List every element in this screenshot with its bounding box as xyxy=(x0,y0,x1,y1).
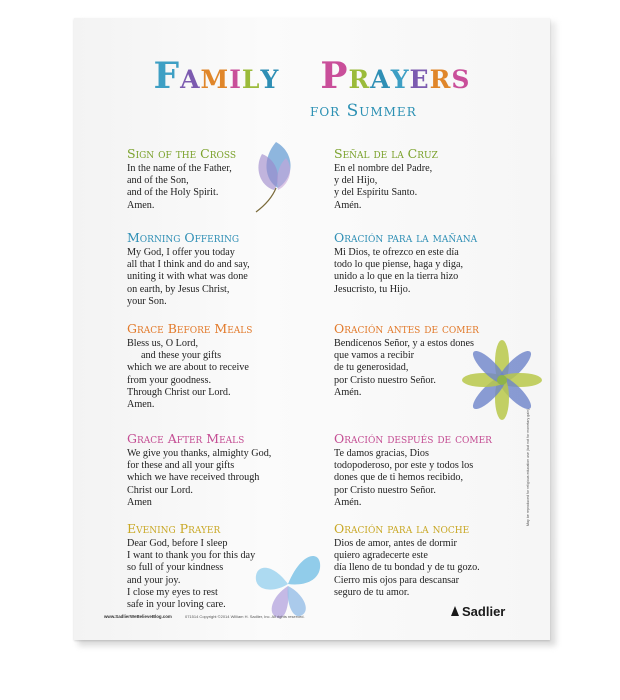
sadlier-logo-icon xyxy=(450,605,460,617)
prayer-line: unido a lo que en la tierra hizo xyxy=(334,271,459,283)
prayer-sheet xyxy=(74,18,550,640)
prayer-line: y del Espíritu Santo. xyxy=(334,187,418,199)
prayer-line: In the name of the Father, xyxy=(127,163,232,174)
title-letter: e xyxy=(409,55,430,97)
prayer-en-3 xyxy=(127,321,337,411)
prayer-lines xyxy=(127,448,337,509)
prayer-lines xyxy=(127,338,337,411)
prayer-line: and these your gifts xyxy=(141,350,222,362)
prayer-line: Amén. xyxy=(334,496,362,508)
prayer-line: de tu generosidad, xyxy=(334,362,409,374)
prayer-line: We give you thanks, almighty God, xyxy=(127,448,272,459)
reproduction-note: May be reproduced for religious education use (but not for monetary gain). xyxy=(526,407,530,526)
prayer-line: all that I think and do and say, xyxy=(127,259,250,271)
prayer-line: Cierro mis ojos para descansar xyxy=(334,574,460,586)
prayer-heading: Grace After Meals xyxy=(127,431,245,446)
prayer-lines xyxy=(334,448,544,509)
prayer-line: Amen xyxy=(127,496,152,508)
prayer-line: Mi Dios, te ofrezco en este día xyxy=(334,247,459,258)
prayer-line: Amen. xyxy=(127,399,155,411)
title-word-family xyxy=(153,55,280,97)
prayer-line: Christ our Lord. xyxy=(127,484,193,496)
title-letter: l xyxy=(241,55,261,97)
prayer-heading: Oración después de comer xyxy=(334,431,492,446)
prayer-lines xyxy=(127,247,337,308)
prayer-en-1 xyxy=(127,146,337,212)
prayer-en-4 xyxy=(127,431,337,509)
prayer-line: safe in your loving care. xyxy=(127,599,226,611)
prayer-line: quiero agradecerte este xyxy=(334,550,428,562)
prayer-heading: Grace Before Meals xyxy=(127,321,253,336)
prayer-line: which we have received through xyxy=(127,472,260,484)
page-subtitle: for Summer xyxy=(310,101,417,121)
prayer-line: and your joy. xyxy=(127,574,181,586)
prayer-line: I close my eyes to rest xyxy=(127,586,218,598)
title-letter: r xyxy=(429,55,452,97)
prayer-line: Amen. xyxy=(127,199,155,211)
prayer-line: por Cristo nuestro Señor. xyxy=(334,484,436,496)
prayer-line: My God, I offer you today xyxy=(127,247,235,258)
title-letter: y xyxy=(390,55,410,97)
prayer-line: que vamos a recibir xyxy=(334,350,415,362)
title-letter: m xyxy=(200,55,230,97)
prayer-line: Through Christ our Lord. xyxy=(127,386,231,398)
prayer-line: your Son. xyxy=(127,295,167,307)
prayer-lines xyxy=(334,538,544,599)
prayer-heading: Señal de la Cruz xyxy=(334,146,438,161)
prayer-heading: Oración antes de comer xyxy=(334,321,479,336)
prayer-line: En el nombre del Padre, xyxy=(334,163,433,174)
prayer-heading: Oración para la mañana xyxy=(334,230,478,245)
prayer-line: which we are about to receive xyxy=(127,362,249,374)
prayer-lines xyxy=(334,163,544,212)
prayer-es-5 xyxy=(334,521,544,599)
prayer-line: and of the Son, xyxy=(127,175,189,187)
prayer-line: Bless us, O Lord, xyxy=(127,338,199,349)
title-word-prayers xyxy=(320,55,471,97)
flower-illustration-icon xyxy=(462,340,542,420)
prayer-lines xyxy=(127,163,337,212)
leaf-illustration-icon xyxy=(250,136,300,216)
page-title xyxy=(74,55,550,97)
prayer-line: dones que de ti hemos recibido, xyxy=(334,472,464,484)
title-letter: P xyxy=(320,55,349,97)
prayer-line: uniting it with what was done xyxy=(127,271,248,283)
prayer-line: I want to thank you for this day xyxy=(127,550,256,562)
prayer-line: so full of your kindness xyxy=(127,562,224,574)
footer-url: www.SadlierWeBelieveBlog.com xyxy=(104,614,172,619)
prayer-en-2 xyxy=(127,230,337,308)
prayer-heading: Oración para la noche xyxy=(334,521,470,536)
prayer-line: Jesucristo, tu Hijo. xyxy=(334,283,411,295)
prayer-line: for these and all your gifts xyxy=(127,460,235,472)
prayer-line: por Cristo nuestro Señor. xyxy=(334,374,436,386)
prayer-es-1 xyxy=(334,146,544,212)
title-letter: F xyxy=(153,55,181,97)
prayer-line: día lleno de tu bondad y de tu gozo. xyxy=(334,562,480,574)
prayer-line: seguro de tu amor. xyxy=(334,586,410,598)
prayer-line: on earth, by Jesus Christ, xyxy=(127,283,230,295)
prayer-line: Te damos gracias, Dios xyxy=(334,448,429,459)
title-letter: i xyxy=(229,55,242,97)
prayer-heading: Evening Prayer xyxy=(127,521,221,536)
title-letter: y xyxy=(260,55,280,97)
prayer-heading: Sign of the Cross xyxy=(127,146,237,161)
title-letter: s xyxy=(451,55,471,97)
prayer-heading: Morning Offering xyxy=(127,230,240,245)
title-letter: a xyxy=(370,55,391,97)
prayer-line: from your goodness. xyxy=(127,374,212,386)
prayer-lines xyxy=(334,247,544,296)
title-letter: r xyxy=(348,55,371,97)
prayer-line: Amén. xyxy=(334,199,362,211)
prayer-line: y del Hijo, xyxy=(334,175,378,187)
title-letter: a xyxy=(180,55,201,97)
prayer-line: Amén. xyxy=(334,386,362,398)
prayer-line: todo lo que piense, haga y diga, xyxy=(334,259,464,271)
footer-info xyxy=(104,614,305,619)
footer-copyright: 071514 Copyright ©2014 William H. Sadlier, Inc. All rights reserved. xyxy=(184,614,305,619)
prayer-line: Dear God, before I sleep xyxy=(127,538,228,549)
sadlier-logo xyxy=(462,604,505,619)
prayer-line: todopoderoso, por este y todos los xyxy=(334,460,474,472)
sadlier-logo-text: Sadlier xyxy=(462,604,506,619)
prayer-line: and of the Holy Spirit. xyxy=(127,187,219,199)
prayer-line: Bendícenos Señor, y a estos dones xyxy=(334,338,474,349)
prayer-line: Dios de amor, antes de dormir xyxy=(334,538,457,549)
prayer-es-2 xyxy=(334,230,544,296)
prayer-es-4 xyxy=(334,431,544,509)
